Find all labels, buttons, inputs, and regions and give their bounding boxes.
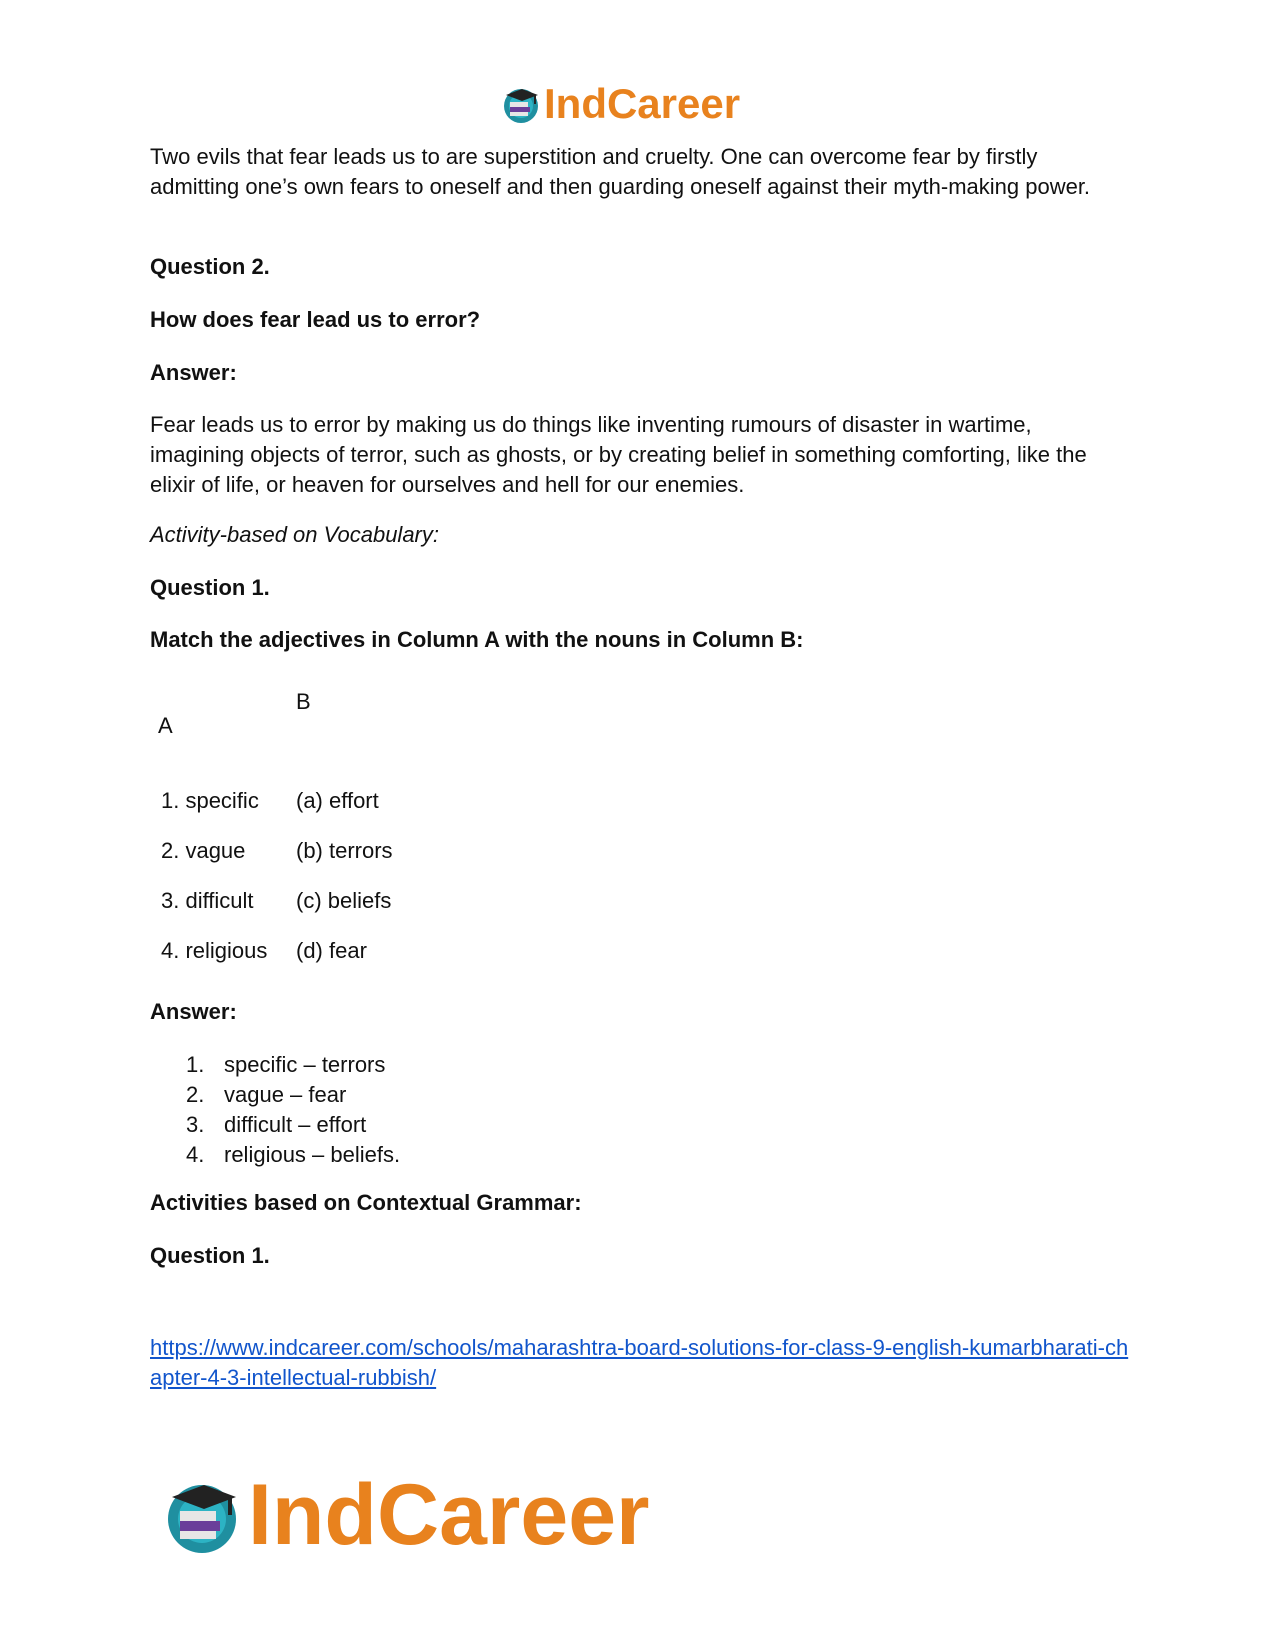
column-b-item: (d) fear [296, 938, 367, 963]
list-text: vague – fear [224, 1082, 347, 1107]
list-text: specific – terrors [224, 1052, 386, 1077]
column-b-item: (c) beliefs [296, 888, 392, 913]
column-a-header: A [158, 713, 173, 738]
header-logo [500, 80, 740, 128]
list-item [186, 1140, 400, 1170]
list-number: 1. [186, 1052, 205, 1077]
answer-list [186, 1050, 400, 1170]
list-text: difficult – effort [224, 1112, 367, 1137]
list-text: religious – beliefs. [224, 1142, 401, 1167]
list-item [186, 1080, 400, 1110]
grammar-question-1-label: Question 1. [150, 1243, 270, 1268]
list-number: 3. [186, 1112, 205, 1137]
intro-paragraph: Two evils that fear leads us to are superstition and cruelty. One can overcome fear by firstly admitting one’s own fears to oneself and then guarding oneself against their myth-making power. [150, 144, 1091, 199]
column-a-item: 1. specific [161, 788, 259, 813]
list-number: 2. [186, 1082, 205, 1107]
column-b-header: B [296, 689, 311, 714]
question-2-label: Question 2. [150, 254, 270, 279]
vocab-question-1-instruction: Match the adjectives in Column A with the nouns in Column B: [150, 627, 804, 652]
list-number: 4. [186, 1142, 205, 1167]
logo-wordmark: IndCareer [248, 1467, 650, 1563]
graduation-cap-logo-icon [500, 83, 542, 125]
question-2-text: How does fear lead us to error? [150, 307, 481, 332]
vocab-question-1-label: Question 1. [150, 575, 270, 600]
column-a-item: 4. religious [161, 938, 268, 963]
source-url-link[interactable]: https://www.indcareer.com/schools/maharashtra-board-solutions-for-class-9-english-kumarbharati-chapter-4-3-intellectual-rubbish/ [150, 1335, 1129, 1390]
list-item [186, 1050, 400, 1080]
column-a-item: 3. difficult [161, 888, 254, 913]
column-b-item: (b) terrors [296, 838, 393, 863]
column-b-item: (a) effort [296, 788, 379, 813]
grammar-heading: Activities based on Contextual Grammar: [150, 1190, 582, 1215]
logo-wordmark: IndCareer [544, 80, 741, 127]
graduation-cap-logo-icon [160, 1473, 244, 1557]
answer-label: Answer: [150, 360, 237, 385]
question-2-answer: Fear leads us to error by making us do things like inventing rumours of disaster in wartime, imagining objects of terror, such as ghosts, or by creating belief in something comforting, like the elixir of life, or heaven for ourselves and hell for our enemies. [150, 412, 1087, 497]
list-item [186, 1110, 400, 1140]
vocab-answer-label: Answer: [150, 999, 237, 1024]
footer-logo [160, 1467, 650, 1563]
column-a-item: 2. vague [161, 838, 246, 863]
vocabulary-heading: Activity-based on Vocabulary: [150, 522, 439, 547]
